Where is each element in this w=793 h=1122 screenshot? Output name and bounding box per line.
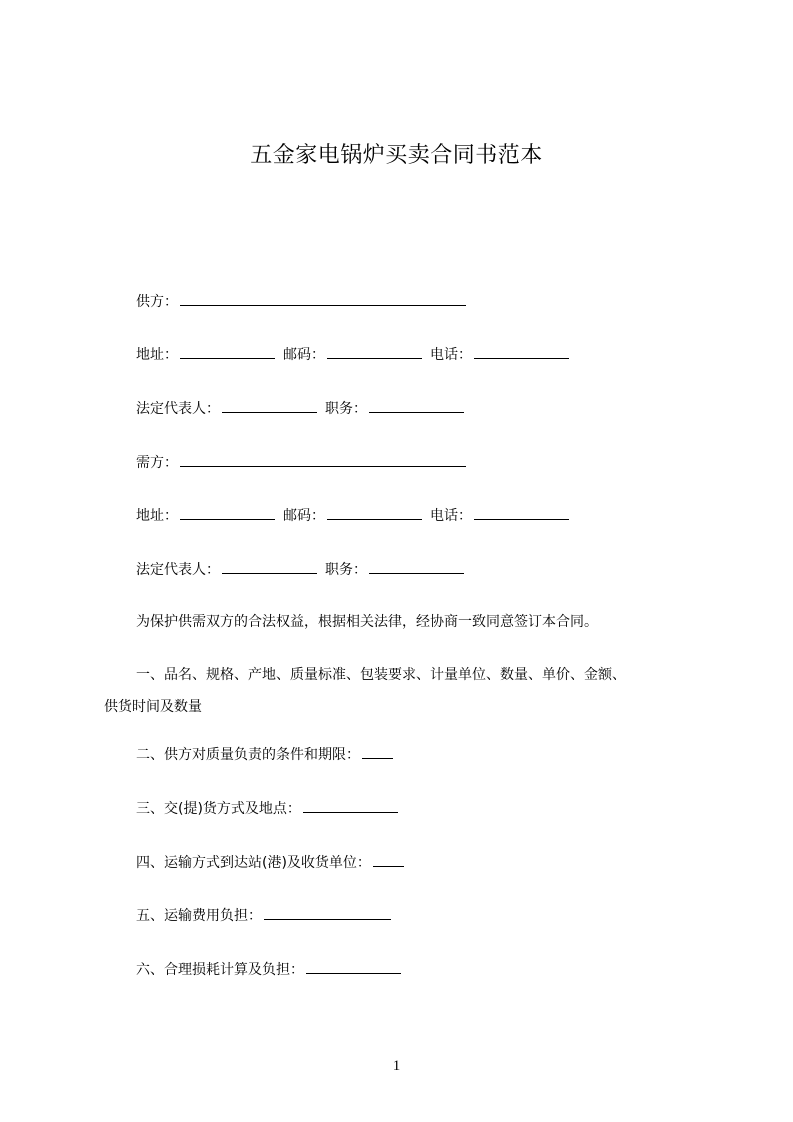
clause-2-blank[interactable] [362, 744, 393, 759]
buyer-label: 需方： [136, 455, 178, 471]
supplier-position-label: 职务： [325, 401, 367, 417]
buyer-rep-line [136, 559, 464, 580]
buyer-postcode-label: 邮码： [283, 508, 325, 524]
clause-1-line-2: 供货时间及数量 [104, 699, 202, 715]
clause-5 [136, 905, 391, 926]
clause-5-text: 五、运输费用负担： [136, 908, 262, 924]
clause-2 [136, 744, 393, 765]
clause-4-blank[interactable] [373, 852, 404, 867]
supplier-position-blank[interactable] [369, 398, 464, 413]
buyer-position-label: 职务： [325, 562, 367, 578]
preamble: 为保护供需双方的合法权益，根据相关法律，经协商一致同意签订本合同。 [136, 614, 598, 630]
clause-5-blank[interactable] [264, 905, 391, 920]
clause-3-text: 三、交(提)货方式及地点： [136, 801, 301, 817]
clause-1-line-1: 一、品名、规格、产地、质量标准、包装要求、计量单位、数量、单价、金额、 [136, 667, 626, 683]
supplier-phone-label: 电话： [430, 347, 472, 363]
supplier-contact-line [136, 344, 569, 365]
supplier-postcode-blank[interactable] [327, 344, 422, 359]
supplier-line [136, 291, 466, 312]
supplier-phone-blank[interactable] [474, 344, 569, 359]
buyer-contact-line [136, 505, 569, 526]
supplier-label: 供方： [136, 294, 178, 310]
document-title: 五金家电锅炉买卖合同书范本 [250, 143, 543, 168]
buyer-phone-label: 电话： [430, 508, 472, 524]
supplier-legal-rep-label: 法定代表人： [136, 401, 220, 417]
buyer-postcode-blank[interactable] [327, 505, 422, 520]
buyer-address-label: 地址： [136, 508, 178, 524]
clause-4-text: 四、运输方式到达站(港)及收货单位： [136, 855, 371, 871]
supplier-rep-line [136, 398, 464, 419]
clause-6-blank[interactable] [306, 959, 401, 974]
buyer-phone-blank[interactable] [474, 505, 569, 520]
buyer-legal-rep-blank[interactable] [222, 559, 317, 574]
page-number: 1 [392, 1058, 401, 1074]
supplier-postcode-label: 邮码： [283, 347, 325, 363]
buyer-position-blank[interactable] [369, 559, 464, 574]
clause-4 [136, 852, 404, 873]
clause-2-text: 二、供方对质量负责的条件和期限： [136, 747, 360, 763]
clause-6 [136, 959, 401, 980]
buyer-address-blank[interactable] [180, 505, 275, 520]
buyer-legal-rep-label: 法定代表人： [136, 562, 220, 578]
supplier-name-blank[interactable] [180, 291, 466, 306]
clause-6-text: 六、合理损耗计算及负担： [136, 962, 304, 978]
clause-1 [104, 665, 704, 717]
clause-3 [136, 798, 398, 819]
clause-3-blank[interactable] [303, 798, 398, 813]
buyer-line [136, 452, 466, 473]
supplier-address-blank[interactable] [180, 344, 275, 359]
buyer-name-blank[interactable] [180, 452, 466, 467]
supplier-legal-rep-blank[interactable] [222, 398, 317, 413]
supplier-address-label: 地址： [136, 347, 178, 363]
